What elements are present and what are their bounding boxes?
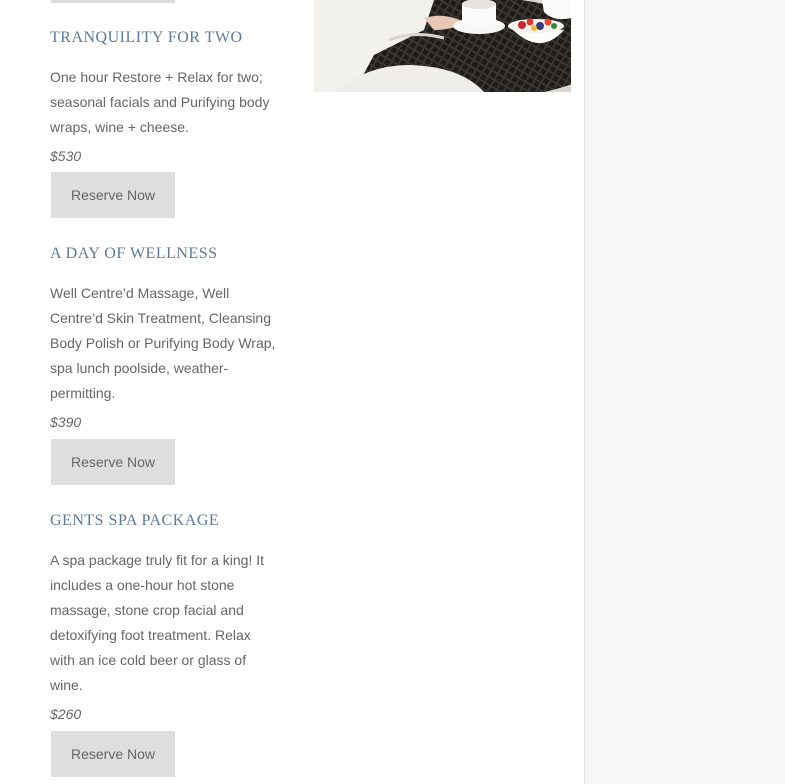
package-title: GENTS SPA PACKAGE <box>50 512 220 529</box>
package-description: A spa package truly fit for a king! It includes a one-hour hot stone massage, stone crop facial and detoxifying foot treatment. Relax with an ice cold beer or glass of wine. <box>50 552 264 693</box>
package-description: Well Centre’d Massage, Well Centre’d Skin Treatment, Cleansing Body Polish or Purifying Body Wrap, spa lunch poolside, weather-permitting. <box>50 285 276 401</box>
sidebar <box>584 0 785 784</box>
spa-tea-photo-illustration <box>314 0 571 92</box>
package-price: $260 <box>50 706 82 722</box>
package-price: $390 <box>50 414 82 430</box>
package-a-day-of-wellness <box>50 244 280 470</box>
package-title: A DAY OF WELLNESS <box>50 245 218 262</box>
reserve-now-button[interactable]: Reserve Now <box>51 439 175 485</box>
package-gents-spa-package <box>50 511 280 762</box>
reserve-now-button[interactable]: Reserve Now <box>51 731 175 777</box>
package-tranquility-for-two <box>50 28 280 203</box>
previous-reserve-button[interactable] <box>51 0 175 3</box>
reserve-now-button[interactable]: Reserve Now <box>51 172 175 218</box>
spa-tea-photo <box>314 0 571 92</box>
package-title: TRANQUILITY FOR TWO <box>50 29 243 46</box>
package-price: $530 <box>50 148 82 164</box>
package-description: One hour Restore + Relax for two; seasonal facials and Purifying body wraps, wine + cheese. <box>50 69 270 135</box>
